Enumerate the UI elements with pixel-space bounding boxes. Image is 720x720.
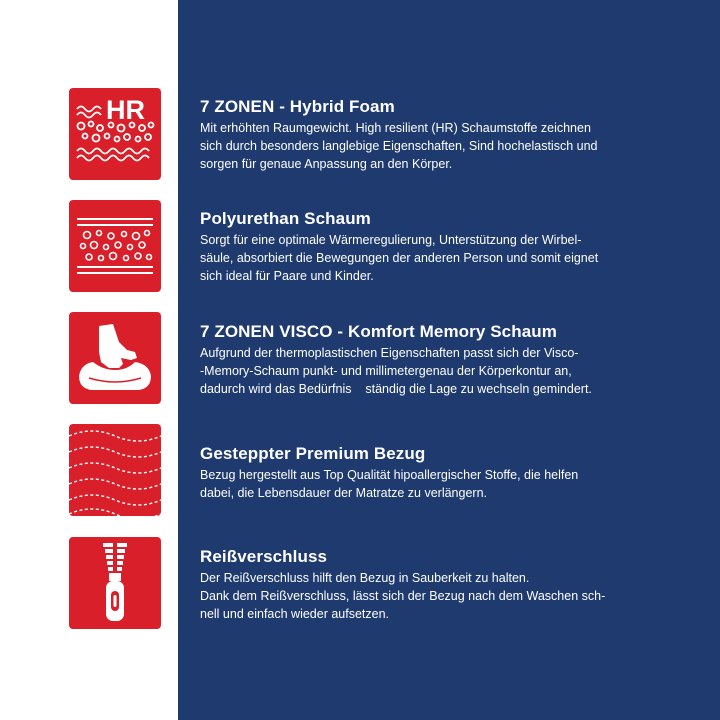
feature-title: Reißverschluss [200, 547, 328, 566]
hr-foam-icon [69, 88, 161, 180]
feature-text-line: -Memory-Schaum punkt- und millimetergenau der Körperkontur an, [200, 364, 572, 378]
zipper-icon [69, 537, 161, 629]
feature-text-line: Dank dem Reißverschluss, lässt sich der Bezug nach dem Waschen sch- [200, 589, 606, 603]
feature-text-line: sorgen für genaue Anpassung an den Körper. [200, 157, 453, 171]
feature-title: Polyurethan Schaum [200, 209, 371, 228]
feature-visco-memory [200, 322, 700, 398]
feature-text-line: sich durch besonders langlebige Eigenschaften, Sind hochelastisch und [200, 139, 598, 153]
feature-premium-bezug [200, 444, 700, 502]
feature-text-line: Mit erhöhten Raumgewicht. High resilient (HR) Schaumstoffe zeichnen [200, 121, 591, 135]
feature-text-line: Bezug hergestellt aus Top Qualität hipoallergischer Stoffe, die helfen [200, 468, 579, 482]
feature-text-line: sich ideal für Paare und Kinder. [200, 269, 374, 283]
feature-title: Gesteppter Premium Bezug [200, 444, 426, 463]
feature-text-line: Der Reißverschluss hilft den Bezug in Sauberkeit zu halten. [200, 571, 530, 585]
feature-text-line: Aufgrund der thermoplastischen Eigenschaften passt sich der Visco- [200, 346, 579, 360]
feature-reissverschluss [200, 547, 700, 623]
feature-hybrid-foam [200, 97, 700, 173]
feature-text-line: säule, absorbiert die Bewegungen der anderen Person und somit eignet [200, 251, 599, 265]
hand-press-memory-icon [69, 312, 161, 404]
feature-polyurethan [200, 209, 700, 285]
feature-text-line: dabei, die Lebensdauer der Matratze zu verlängern. [200, 486, 487, 500]
feature-text-line: Sorgt für eine optimale Wärmeregulierung, Unterstützung der Wirbel- [200, 233, 582, 247]
hr-label: HR [106, 95, 145, 125]
foam-layer-icon [69, 200, 161, 292]
feature-text-line: dadurch wird das Bedürfnis ständig die Lage zu wechseln gemindert. [200, 382, 592, 396]
quilted-cover-icon [69, 424, 161, 516]
feature-title: 7 ZONEN - Hybrid Foam [200, 97, 395, 116]
feature-title: 7 ZONEN VISCO - Komfort Memory Schaum [200, 322, 557, 341]
feature-text-line: nell und einfach wieder aufsetzen. [200, 607, 390, 621]
